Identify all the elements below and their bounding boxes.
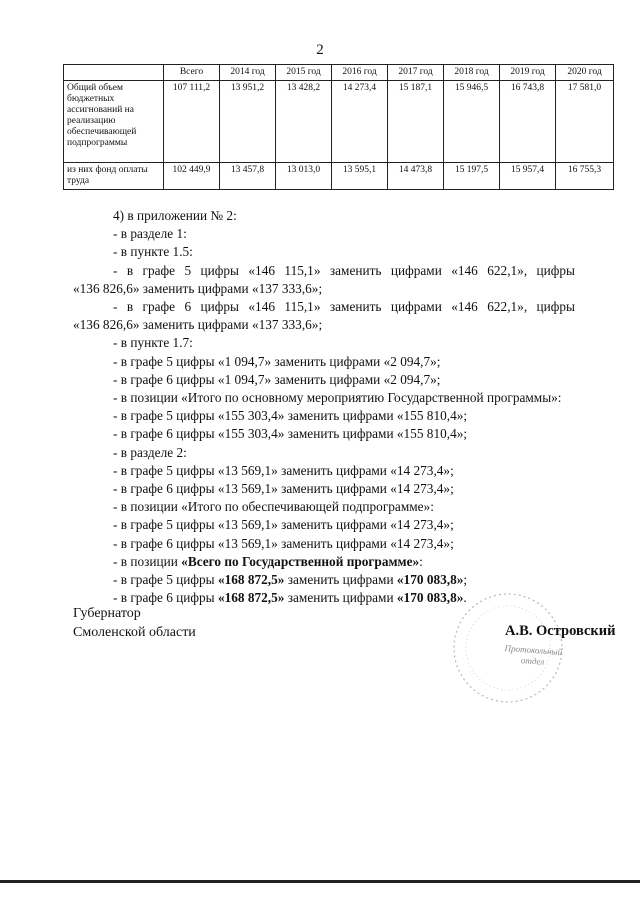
table-cell: 17 581,0 bbox=[556, 80, 614, 162]
table-header-cell bbox=[64, 65, 164, 81]
table-cell: 15 197,5 bbox=[444, 162, 500, 189]
signer-title-line1: Губернатор bbox=[73, 606, 141, 621]
text-line: «136 826,6» заменить цифрами «137 333,6»; bbox=[73, 317, 323, 333]
text-line: - в графе 6 цифры «13 569,1» заменить цифрами «14 273,4»; bbox=[113, 481, 454, 497]
text-line: - в позиции «Итого по обеспечивающей подпрограмме»: bbox=[113, 499, 434, 515]
bold-span: «168 872,5» bbox=[217, 572, 285, 588]
table-cell: 13 013,0 bbox=[276, 162, 332, 189]
text-line: - в графе 5 цифры «13 569,1» заменить цифрами «14 273,4»; bbox=[113, 462, 454, 478]
stamp-line: отдел bbox=[520, 655, 545, 667]
text-line: - в разделе 2: bbox=[113, 444, 187, 460]
table-header-cell: 2014 год bbox=[220, 65, 276, 81]
text-line: - в графе 5 цифры «13 569,1» заменить цифрами «14 273,4»; bbox=[113, 517, 454, 533]
text-line: 4) в приложении № 2: bbox=[113, 208, 237, 223]
text-line-bold bbox=[73, 571, 575, 589]
table-cell: 14 473,8 bbox=[388, 162, 444, 189]
signer-name: А.В. Островский bbox=[505, 623, 616, 639]
table-row bbox=[64, 80, 614, 162]
text-span: заменить цифрами bbox=[284, 590, 397, 606]
table-header-cell: 2017 год bbox=[388, 65, 444, 81]
budget-table bbox=[63, 64, 614, 190]
table-header-cell: Всего bbox=[164, 65, 220, 81]
bold-span: «Всего по Государственной программе» bbox=[181, 553, 420, 569]
table-cell: 13 428,2 bbox=[276, 80, 332, 162]
row-label: Общий объем бюджетных ассигнований на реализацию обеспечивающей подпрограммы bbox=[64, 80, 164, 162]
text-span: : bbox=[419, 553, 423, 569]
text-line: - в разделе 1: bbox=[113, 226, 187, 242]
bold-span: «168 872,5» bbox=[217, 590, 285, 606]
table-cell: 15 957,4 bbox=[500, 162, 556, 189]
table-header-cell: 2020 год bbox=[556, 65, 614, 81]
signature-block bbox=[73, 604, 196, 642]
table-cell: 13 595,1 bbox=[332, 162, 388, 189]
table-cell: 15 946,5 bbox=[444, 80, 500, 162]
text-line: - в графе 6 цифры «13 569,1» заменить цифрами «14 273,4»; bbox=[113, 535, 454, 551]
text-line: - в графе 6 цифры «146 115,1» заменить цифрами «146 622,1», цифры bbox=[113, 299, 575, 315]
table-cell: 15 187,1 bbox=[388, 80, 444, 162]
row-label: из них фонд оплаты труда bbox=[64, 162, 164, 189]
table-cell: 14 273,4 bbox=[332, 80, 388, 162]
bold-span: «170 083,8» bbox=[396, 572, 464, 588]
text-line-bold bbox=[73, 553, 575, 571]
text-span: - в графе 6 цифры bbox=[113, 590, 218, 606]
text-line: - в позиции «Итого по основному мероприятию Государственной программы»: bbox=[113, 390, 562, 406]
text-line: - в графе 6 цифры «155 303,4» заменить цифрами «155 810,4»; bbox=[113, 426, 468, 442]
text-line: - в графе 5 цифры «1 094,7» заменить цифрами «2 094,7»; bbox=[113, 353, 441, 369]
text-line: - в графе 6 цифры «1 094,7» заменить цифрами «2 094,7»; bbox=[113, 371, 441, 387]
table-cell: 16 743,8 bbox=[500, 80, 556, 162]
text-line: - в пункте 1.5: bbox=[113, 244, 193, 260]
signer-title-line2: Смоленской области bbox=[73, 625, 196, 640]
table-cell: 102 449,9 bbox=[164, 162, 220, 189]
text-span: - в позиции bbox=[113, 553, 182, 569]
page-number: 2 bbox=[316, 42, 324, 58]
table-cell: 13 951,2 bbox=[220, 80, 276, 162]
text-line: - в пункте 1.7: bbox=[113, 335, 193, 351]
table-header-cell: 2018 год bbox=[444, 65, 500, 81]
table-cell: 13 457,8 bbox=[220, 162, 276, 189]
text-line: «136 826,6» заменить цифрами «137 333,6»; bbox=[73, 280, 323, 296]
table-header-cell: 2016 год bbox=[332, 65, 388, 81]
bold-span: «170 083,8» bbox=[396, 590, 464, 606]
table-header-cell: 2019 год bbox=[500, 65, 556, 81]
bottom-border-line bbox=[0, 880, 640, 883]
stamp-line: Протокольный bbox=[504, 643, 563, 658]
table-cell: 107 111,2 bbox=[164, 80, 220, 162]
table-header-cell: 2015 год bbox=[276, 65, 332, 81]
amendment-text bbox=[73, 207, 575, 607]
table-cell: 16 755,3 bbox=[556, 162, 614, 189]
text-line: - в графе 5 цифры «146 115,1» заменить цифрами «146 622,1», цифры bbox=[113, 262, 575, 278]
text-span: ; bbox=[463, 572, 468, 588]
text-line: - в графе 5 цифры «155 303,4» заменить цифрами «155 810,4»; bbox=[113, 408, 468, 424]
text-span: . bbox=[463, 590, 467, 606]
text-span: - в графе 5 цифры bbox=[113, 572, 218, 588]
table-header-row bbox=[64, 65, 614, 81]
text-span: заменить цифрами bbox=[284, 572, 397, 588]
table-row bbox=[64, 162, 614, 189]
